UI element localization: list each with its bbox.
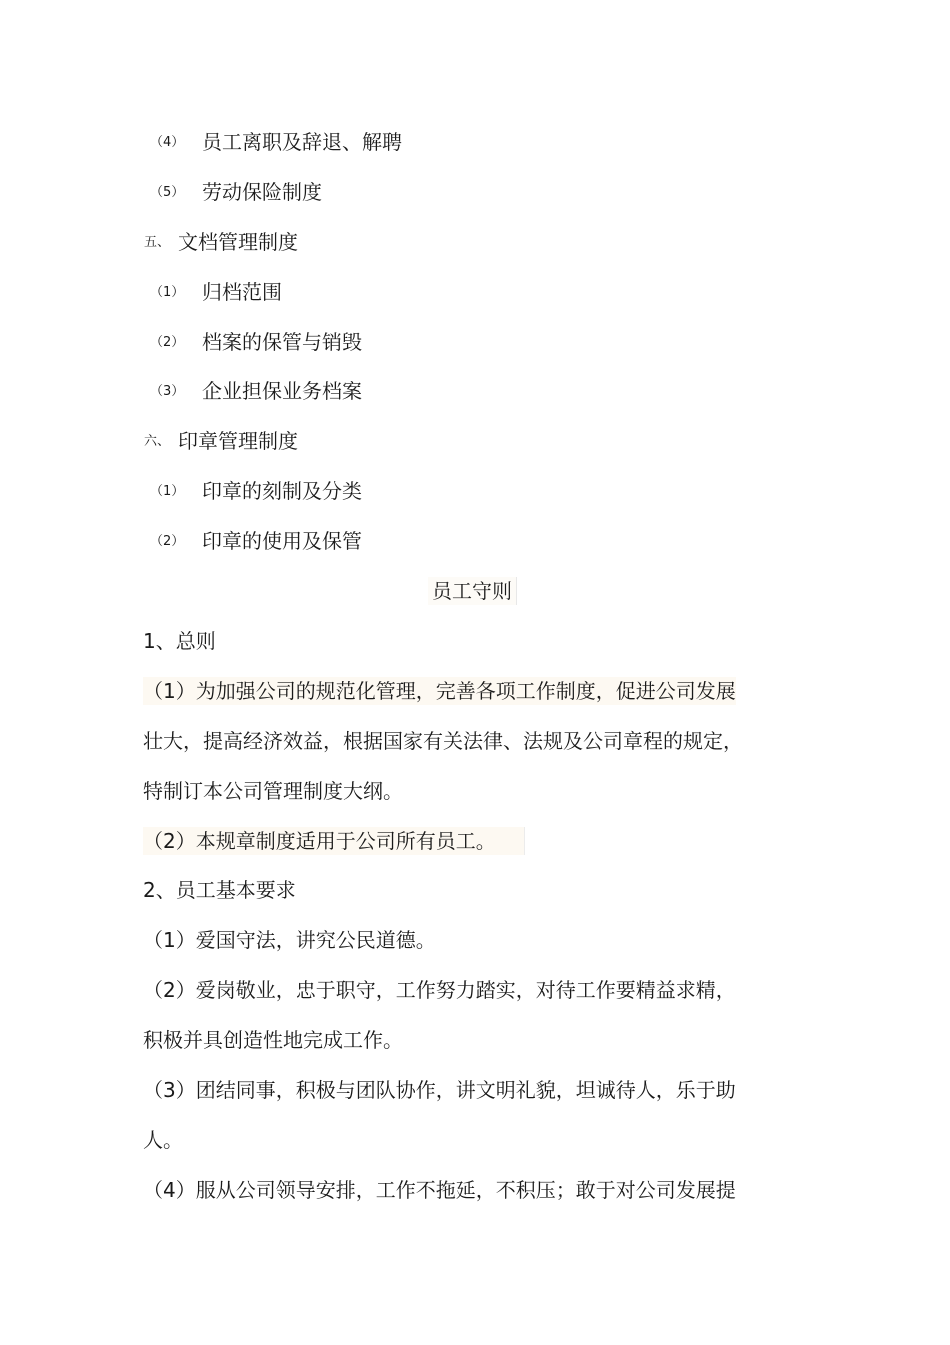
outline-item-text: 劳动保险制度	[202, 180, 322, 204]
outline-item-number: （3）	[150, 384, 185, 399]
outline-item-number: （2）	[150, 335, 185, 350]
outline-item-number: （1）	[150, 285, 185, 300]
outline-item-number: （1）	[150, 484, 185, 499]
paragraph-line: （2）爱岗敬业，忠于职守，工作努力踏实，对待工作要精益求精，	[143, 978, 736, 1002]
paragraph-line: 特制订本公司管理制度大纲。	[143, 779, 403, 803]
paragraph-line: 人。	[143, 1128, 183, 1152]
outline-item-number: （5）	[150, 185, 185, 200]
outline-item-text: 档案的保管与销毁	[202, 330, 362, 354]
paragraph-line: （2）本规章制度适用于公司所有员工。	[143, 827, 525, 855]
outline-section-text: 印章管理制度	[178, 429, 298, 453]
paragraph-line: （1）为加强公司的规范化管理，完善各项工作制度，促进公司发展	[143, 679, 736, 703]
outline-section-text: 文档管理制度	[178, 230, 298, 254]
outline-item-text: 印章的使用及保管	[202, 529, 362, 553]
outline-section-number: 五、	[144, 235, 171, 250]
section-title: 员工守则	[428, 577, 517, 605]
heading-general: 1、总则	[143, 629, 216, 653]
outline-item-number: （4）	[150, 135, 185, 150]
outline-section-number: 六、	[144, 434, 171, 449]
paragraph-line: （1）爱国守法，讲究公民道德。	[143, 928, 436, 952]
heading-basic-requirements: 2、员工基本要求	[143, 878, 296, 902]
outline-item-number: （2）	[150, 534, 185, 549]
paragraph-line: 壮大，提高经济效益，根据国家有关法律、法规及公司章程的规定，	[143, 729, 743, 753]
paragraph-line: （3）团结同事，积极与团队协作，讲文明礼貌，坦诚待人，乐于助	[143, 1078, 736, 1102]
paragraph-line: 积极并具创造性地完成工作。	[143, 1028, 403, 1052]
paragraph-line: （4）服从公司领导安排，工作不拖延，不积压；敢于对公司发展提	[143, 1178, 736, 1202]
outline-item-text: 员工离职及辞退、解聘	[202, 130, 402, 154]
outline-item-text: 企业担保业务档案	[202, 379, 362, 403]
outline-item-text: 印章的刻制及分类	[202, 479, 362, 503]
outline-item-text: 归档范围	[202, 280, 282, 304]
